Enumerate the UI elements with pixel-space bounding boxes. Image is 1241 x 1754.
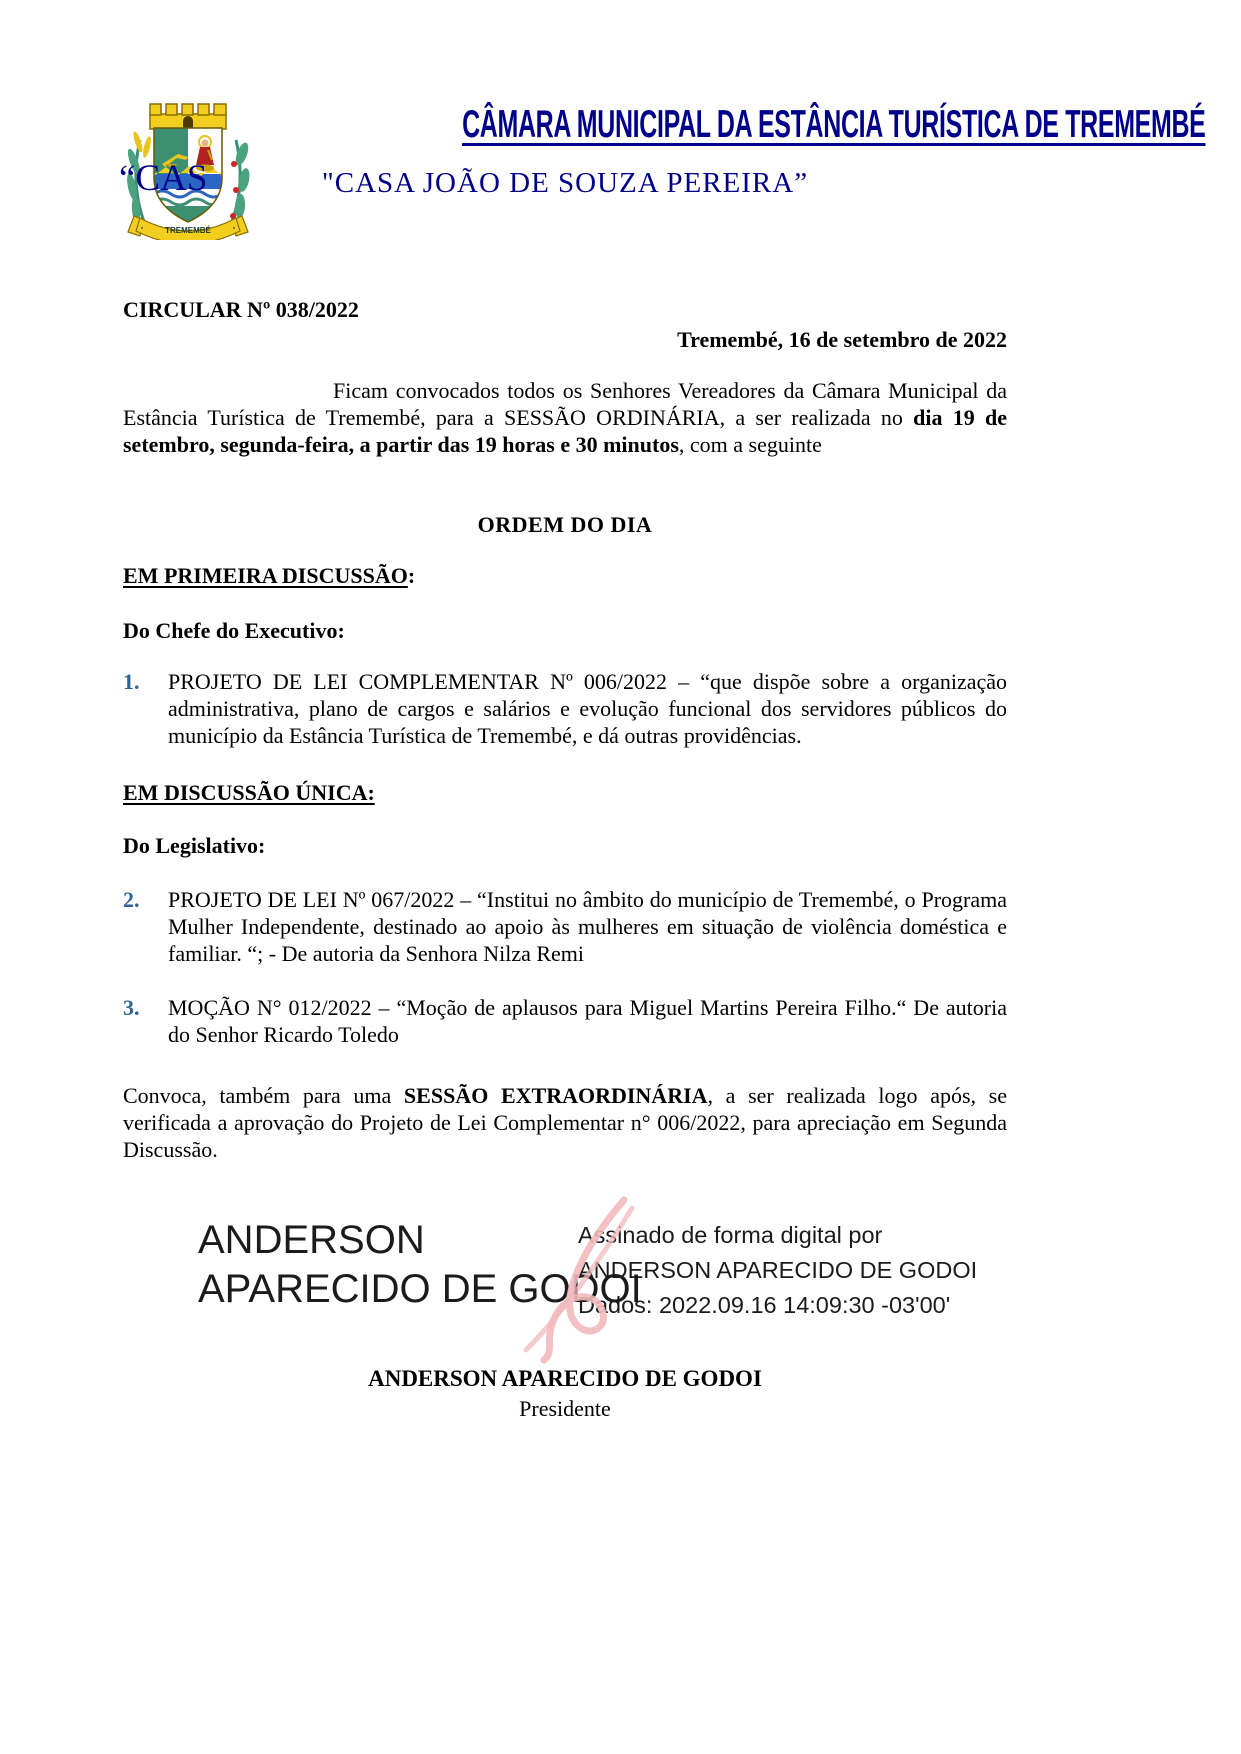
item-text: PROJETO DE LEI Nº 067/2022 – “Institui no âmbito do município de Tremembé, o Programa Mulher Independente, destinado ao apoio às mulheres em situação de violência doméstica e familiar. “; - De autoria da Senhora Nilza Remi (168, 887, 1007, 966)
item-text: PROJETO DE LEI COMPLEMENTAR Nº 006/2022 – “que dispõe sobre a organização administrativa, plano de cargos e salários e evolução funcional dos servidores públicos do município da Estância Turística de Tremembé, e dá outras providências. (168, 669, 1007, 748)
role-title: Presidente (519, 1396, 611, 1421)
subsection-heading-chefe-executivo: Do Chefe do Executivo: (123, 618, 345, 643)
convocation-paragraph: Convoca, também para uma SESSÃO EXTRAORDINÁRIA, a ser realizada logo após, se verificada a aprovação do Projeto de Lei Complementar n° 006/2022, para apreciação em Segunda Discussão. (123, 1083, 1007, 1162)
logo-ribbon-text: TREMEMBÉ (165, 226, 211, 235)
logo-right-branch (230, 140, 251, 222)
header (253, 103, 1206, 147)
list-item-3 (123, 994, 1007, 1048)
org-title: CÂMARA MUNICIPAL DA ESTÂNCIA TURÍSTICA DE TREMEMBÉ (462, 103, 1206, 146)
house-name: "CASA JOÃO DE SOUZA PEREIRA” (321, 167, 809, 199)
section-heading-discussao-unica (123, 779, 1007, 806)
list-item-2 (123, 886, 1007, 967)
item-text: MOÇÃO N° 012/2022 – “Moção de aplausos para Miguel Martins Pereira Filho.“ De autoria do Senhor Ricardo Toledo (168, 995, 1007, 1047)
ordem-do-dia-heading: ORDEM DO DIA (477, 512, 653, 537)
subsection-heading-legislativo: Do Legislativo: (123, 833, 266, 858)
item-number: 3. (123, 995, 140, 1020)
item-number: 1. (123, 669, 140, 694)
circular-number: CIRCULAR Nº 038/2022 (123, 297, 359, 322)
section-heading-underlined: EM DISCUSSÃO ÚNICA: (123, 780, 375, 805)
digital-signature-line: Assinado de forma digital por (578, 1222, 883, 1248)
section-heading-underlined: EM PRIMEIRA DISCUSSÃO (123, 563, 408, 588)
intro-paragraph: Ficam convocados todos os Senhores Vereadores da Câmara Municipal da Estância Turística de Tremembé, para a SESSÃO ORDINÁRIA, a ser realizada no dia 19 de setembro, segunda-feira, a partir das 19 horas e 30 minutos, com a seguinte (123, 378, 1007, 457)
signature-big-name-line2: APARECIDO DE GODOI (198, 1267, 642, 1311)
signature-flourish-icon (520, 1192, 652, 1364)
section-heading-primeira-discussao (123, 562, 1007, 589)
logo-mural-crown (150, 104, 226, 129)
cas-overlay-text: “CAS (119, 158, 208, 199)
signature-big-name-line1: ANDERSON (198, 1218, 425, 1262)
digital-signature-line: Dados: 2022.09.16 14:09:30 -03'00' (578, 1292, 951, 1318)
section-heading-suffix: : (407, 563, 416, 588)
list-item-1 (123, 668, 1007, 749)
digital-signature-line: ANDERSON APARECIDO DE GODOI (578, 1257, 978, 1283)
item-number: 2. (123, 887, 140, 912)
printed-name: ANDERSON APARECIDO DE GODOI (368, 1366, 762, 1391)
date-line: Tremembé, 16 de setembro de 2022 (677, 327, 1007, 352)
